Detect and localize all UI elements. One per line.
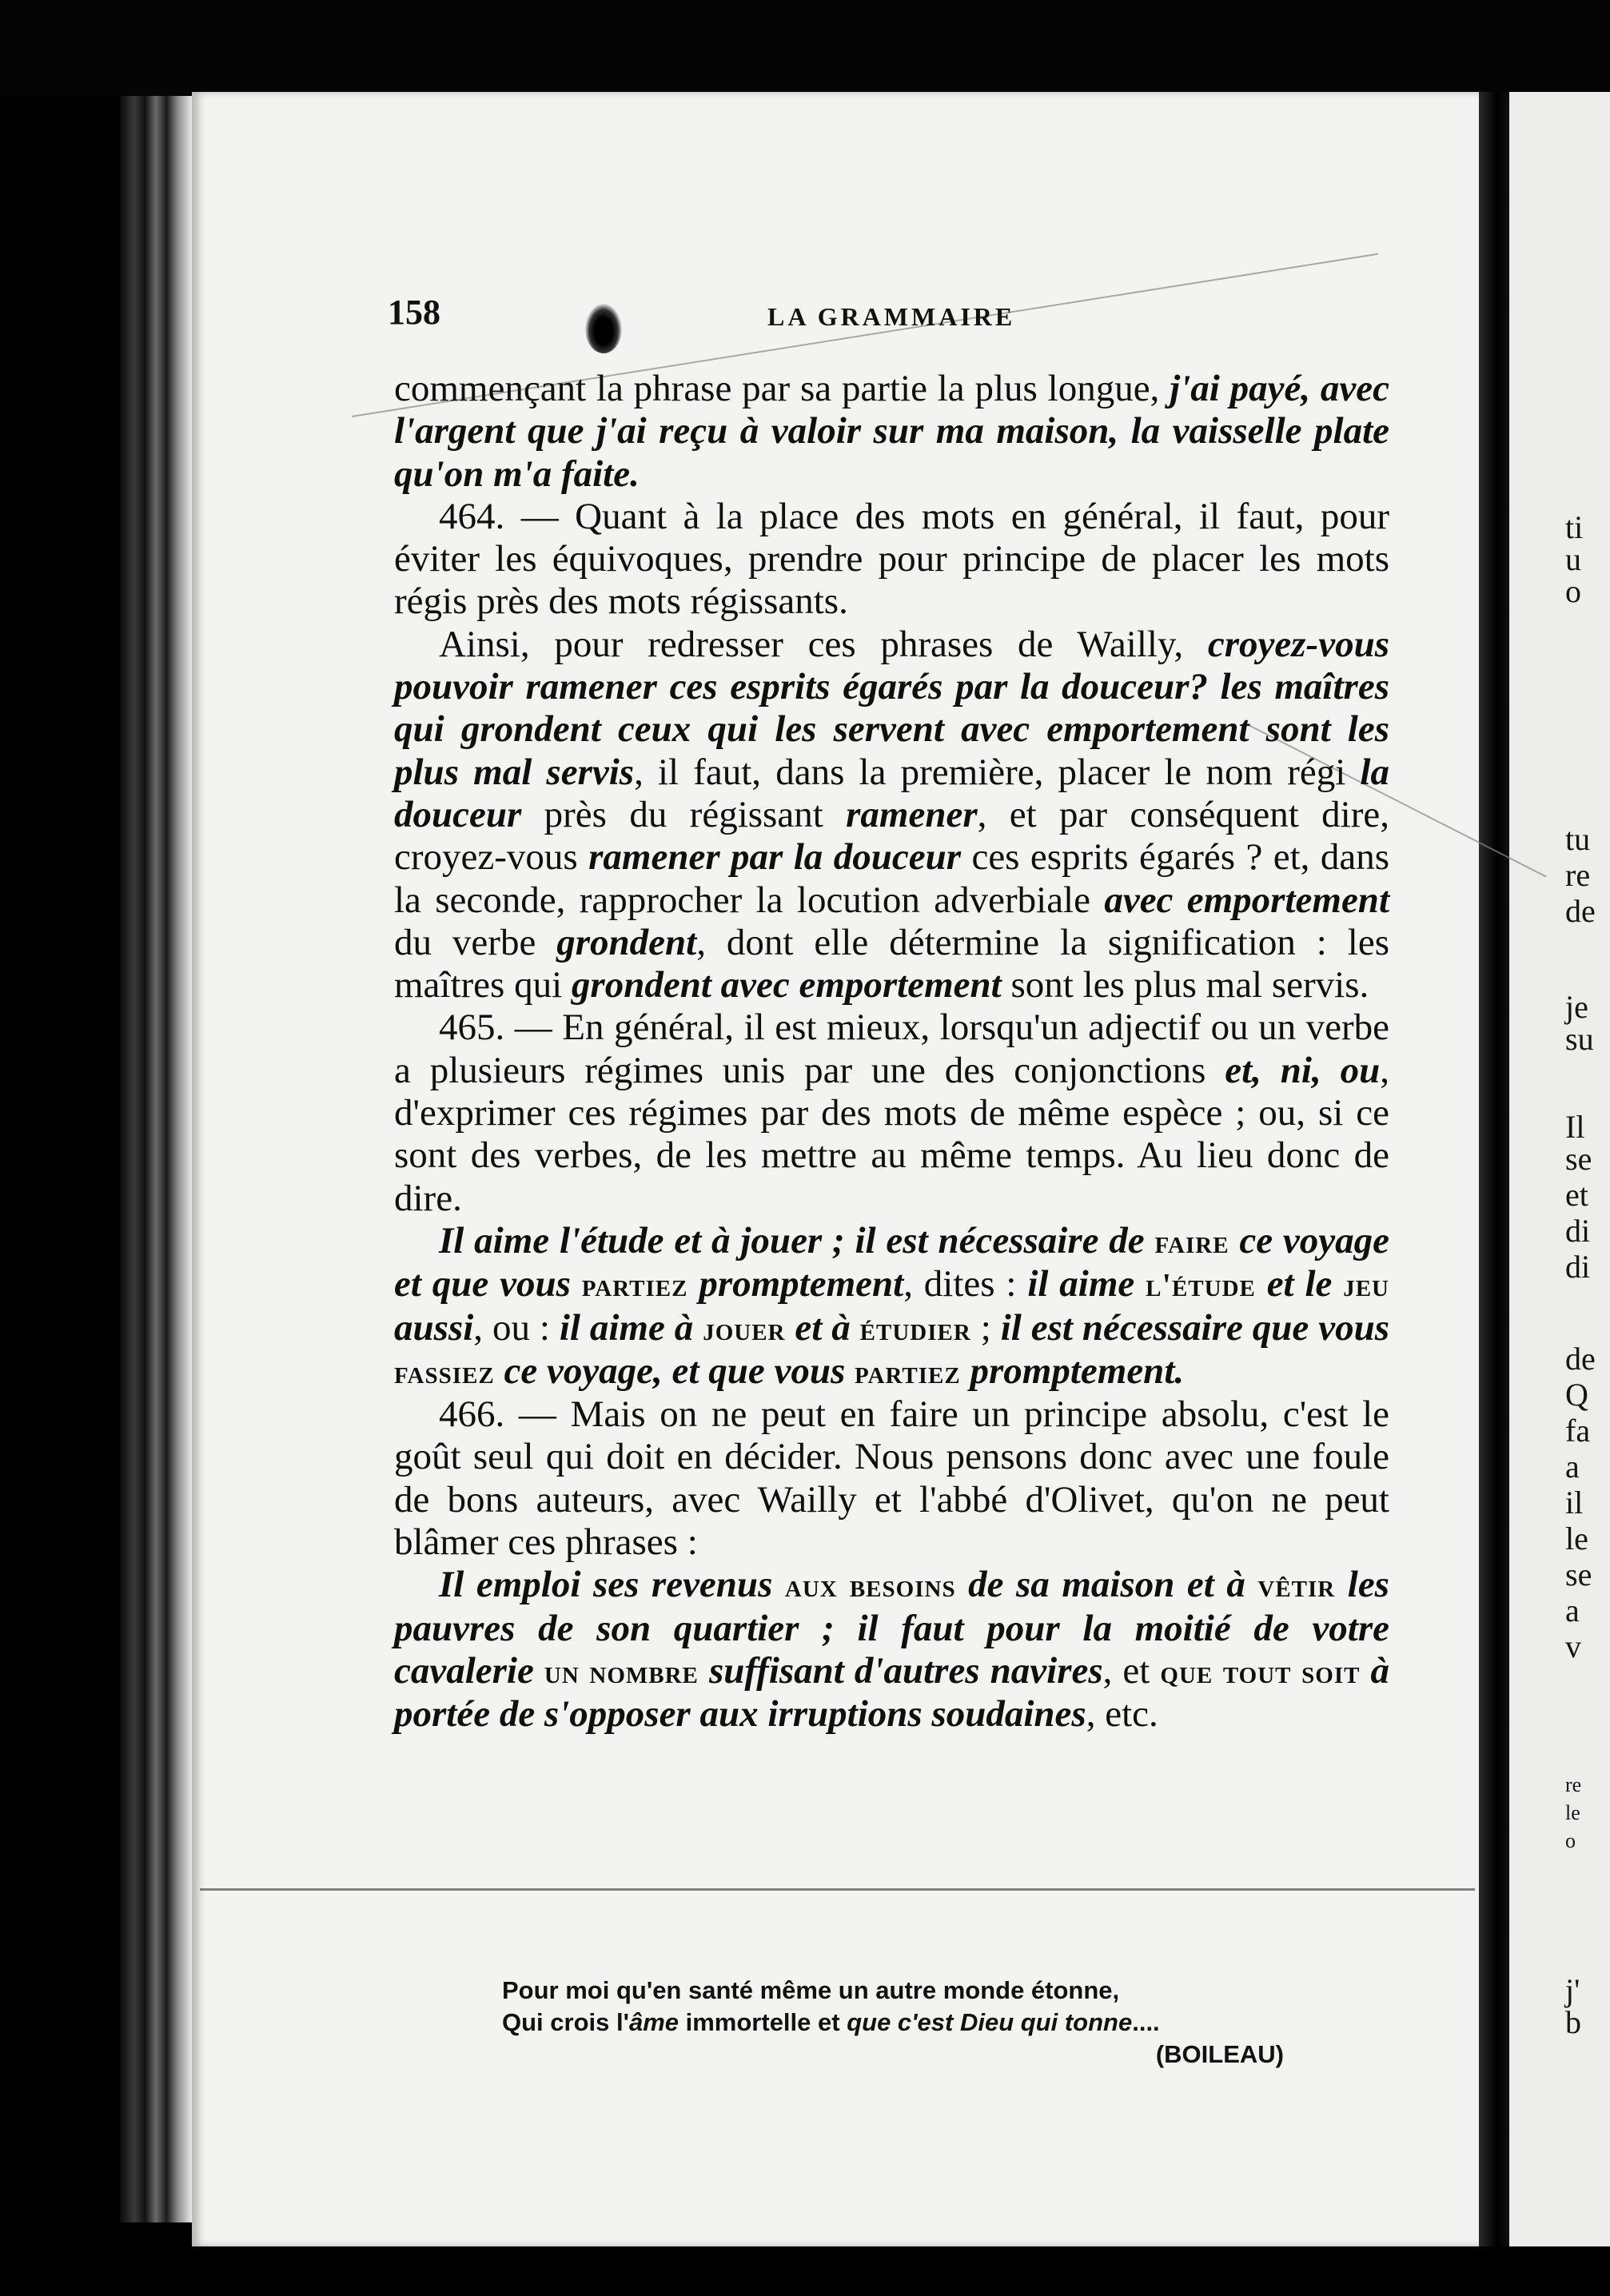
adjacent-page (1509, 92, 1610, 2246)
adjacent-page-fragment: de (1565, 893, 1596, 929)
text-run: un nombre (544, 1652, 699, 1690)
text-run: ce voyage et que vous (394, 1219, 1390, 1305)
text-run: , d'exprimer ces régimes par des mots de même espèce ; ou, si ce sont des verbes, de les mettre au même temps. Au lieu donc de dire. (394, 1049, 1389, 1219)
text-run: étudier (859, 1309, 971, 1347)
verse-quotation (502, 1975, 1341, 2071)
text-run: ; (970, 1306, 1001, 1349)
text-run: promptement. (960, 1349, 1185, 1392)
book-spine (120, 96, 192, 2222)
adjacent-page-fragment: b (1565, 2004, 1581, 2040)
paragraph-464-example (394, 624, 1389, 1007)
paragraph-466 (394, 1393, 1389, 1564)
text-run: Ainsi, pour redresser ces phrases de Wailly, (439, 623, 1208, 665)
verse-line-2-d: que c'est Dieu qui tonne (847, 2008, 1133, 2036)
adjacent-page-fragment: di (1565, 1249, 1591, 1285)
text-run: à portée de s'opposer aux irruptions soudaines (394, 1649, 1390, 1736)
adjacent-page-fragment: ti (1565, 509, 1584, 545)
paragraph-continuation (394, 368, 1389, 496)
text-run: les pauvres de son quartier ; il faut pour la moitié de votre cavalerie (394, 1564, 1389, 1692)
adjacent-page-fragment: v (1565, 1628, 1581, 1664)
text-run: jeu (1343, 1266, 1390, 1304)
text-run: la douceur (394, 751, 1389, 835)
text-run: il aime (1027, 1263, 1146, 1305)
text-run: jouer (703, 1309, 786, 1347)
text-run: , ou : (473, 1306, 560, 1349)
text-run: Il emploi ses revenus (439, 1564, 785, 1606)
page-gutter (1479, 92, 1509, 2246)
text-run: et le (1255, 1263, 1344, 1305)
text-run: ce voyage, et que vous (494, 1349, 855, 1392)
adjacent-page-fragment: su (1565, 1021, 1594, 1057)
paragraph-465-example (394, 1220, 1389, 1393)
adjacent-page-fragment: a (1565, 1592, 1580, 1628)
text-run: , dites : (903, 1263, 1028, 1305)
text-run: grondent avec emportement (571, 964, 1002, 1006)
text-run: aux besoins (784, 1567, 956, 1604)
text-run: que tout soit (1160, 1652, 1361, 1690)
paragraph-465 (394, 1006, 1389, 1219)
adjacent-page-fragment: tu (1565, 821, 1591, 857)
verse-line-2-e: .... (1132, 2008, 1160, 2036)
text-run: promptement (687, 1263, 904, 1305)
adjacent-page-fragment: il (1565, 1485, 1584, 1521)
text-run: ramener par la douceur (588, 836, 962, 879)
ink-blot (585, 304, 622, 353)
adjacent-page-fragment: se (1565, 1557, 1592, 1592)
paragraph-466-example (394, 1564, 1389, 1736)
scan-border-top (0, 0, 1610, 96)
text-run: commençant la phrase par sa partie la plus longue, (394, 368, 1170, 409)
text-run: j'ai payé, avec l'argent que j'ai reçu à valoir sur ma maison, la vaisselle plate qu'on m'a faite. (394, 368, 1389, 495)
adjacent-page-fragment: le (1565, 1521, 1588, 1557)
text-run: partiez (855, 1353, 961, 1390)
verse-line-1: Pour moi qu'en santé même un autre monde étonne, (502, 1976, 1120, 2004)
text-run: , etc. (1086, 1693, 1158, 1736)
text-run: 464. — Quant à la place des mots en général, il faut, pour éviter les équivoques, prendre pour principe de placer les mots régis près des mots régissants. (394, 495, 1389, 623)
text-run: croyez-vous pouvoir ramener ces esprits égarés par la douceur? les maîtres qui grondent ceux qui les servent avec emportement sont les plus mal servis (394, 623, 1389, 793)
text-run: , il faut, dans la première, placer le nom régi (634, 751, 1361, 793)
text-run: 466. — Mais on ne peut en faire un principe absolu, c'est le goût seul qui doit en décider. Nous pensons donc avec une foule de bons auteurs, avec Wailly et l'abbé d'Olivet, qu'on ne peut blâmer ces phrases : (394, 1393, 1389, 1564)
verse-line-2 (502, 2007, 1341, 2039)
page-number: 158 (388, 293, 440, 332)
adjacent-page-fragment: je (1565, 989, 1588, 1025)
text-run: l'étude (1146, 1266, 1256, 1304)
text-run: avec emportement (1104, 879, 1390, 921)
adjacent-page-fragment: fa (1565, 1413, 1591, 1449)
text-run: il est nécessaire que vous (1000, 1306, 1389, 1349)
verse-line-2-b: âme (628, 2008, 679, 2036)
body-text (394, 368, 1389, 1736)
text-run: faire (1154, 1222, 1229, 1260)
text-run: et, ni, ou (1225, 1049, 1381, 1091)
adjacent-page-fragment: di (1565, 1213, 1591, 1249)
adjacent-page-fragment: u (1565, 541, 1581, 577)
verse-author: (BOILEAU) (1155, 2040, 1284, 2068)
text-run: suffisant d'autres navires (698, 1649, 1103, 1692)
verse-line-2-c: immortelle et (679, 2008, 847, 2036)
adjacent-page-fragment: le (1565, 1801, 1580, 1824)
text-run: , et (1102, 1649, 1161, 1692)
adjacent-page-fragment: re (1565, 857, 1591, 893)
text-run: 465. — En général, il est mieux, lorsqu'un adjectif ou un verbe a plusieurs régimes unis par une des conjonctions (394, 1006, 1389, 1091)
text-run: , dont elle détermine la signification : les maîtres qui (394, 921, 1389, 1006)
text-run: , et par conséquent dire, croyez-vous (394, 793, 1390, 879)
adjacent-page-fragment: o (1565, 1829, 1576, 1852)
running-title: LA GRAMMAIRE (767, 302, 1016, 331)
adjacent-page-fragment: Il (1565, 1109, 1585, 1145)
adjacent-page-fragment: re (1565, 1773, 1582, 1796)
text-run: sont les plus mal servis. (1001, 964, 1369, 1006)
text-run: fassiez (394, 1353, 495, 1390)
adjacent-page-fragment: de (1565, 1341, 1596, 1377)
adjacent-page-fragment: j' (1565, 1972, 1580, 2008)
text-run: et à (785, 1306, 860, 1349)
paragraph-464 (394, 496, 1389, 624)
adjacent-page-fragment: se (1565, 1141, 1592, 1177)
text-run: ramener (846, 793, 978, 835)
text-run: grondent (556, 921, 697, 963)
adjacent-page-fragment: o (1565, 573, 1581, 609)
text-run: Il aime l'étude et à jouer ; il est nécessaire de (439, 1219, 1155, 1262)
text-run: près du régissant (521, 793, 847, 835)
text-run: aussi (394, 1306, 474, 1349)
text-run: ces esprits égarés ? et, dans la seconde, rapprocher la locution adverbiale (394, 836, 1389, 921)
adjacent-page-fragment: et (1565, 1177, 1588, 1213)
text-run: vêtir (1257, 1567, 1336, 1604)
scan-rule-line (200, 1888, 1475, 1891)
text-run: il aime à (559, 1306, 703, 1349)
text-run: de sa maison et à (955, 1564, 1258, 1606)
adjacent-page-fragment: a (1565, 1449, 1580, 1485)
text-run: du verbe (394, 921, 557, 963)
verse-line-2-a: Qui crois l' (502, 2008, 629, 2036)
text-run: partiez (581, 1266, 688, 1304)
adjacent-page-fragment: Q (1565, 1377, 1588, 1413)
